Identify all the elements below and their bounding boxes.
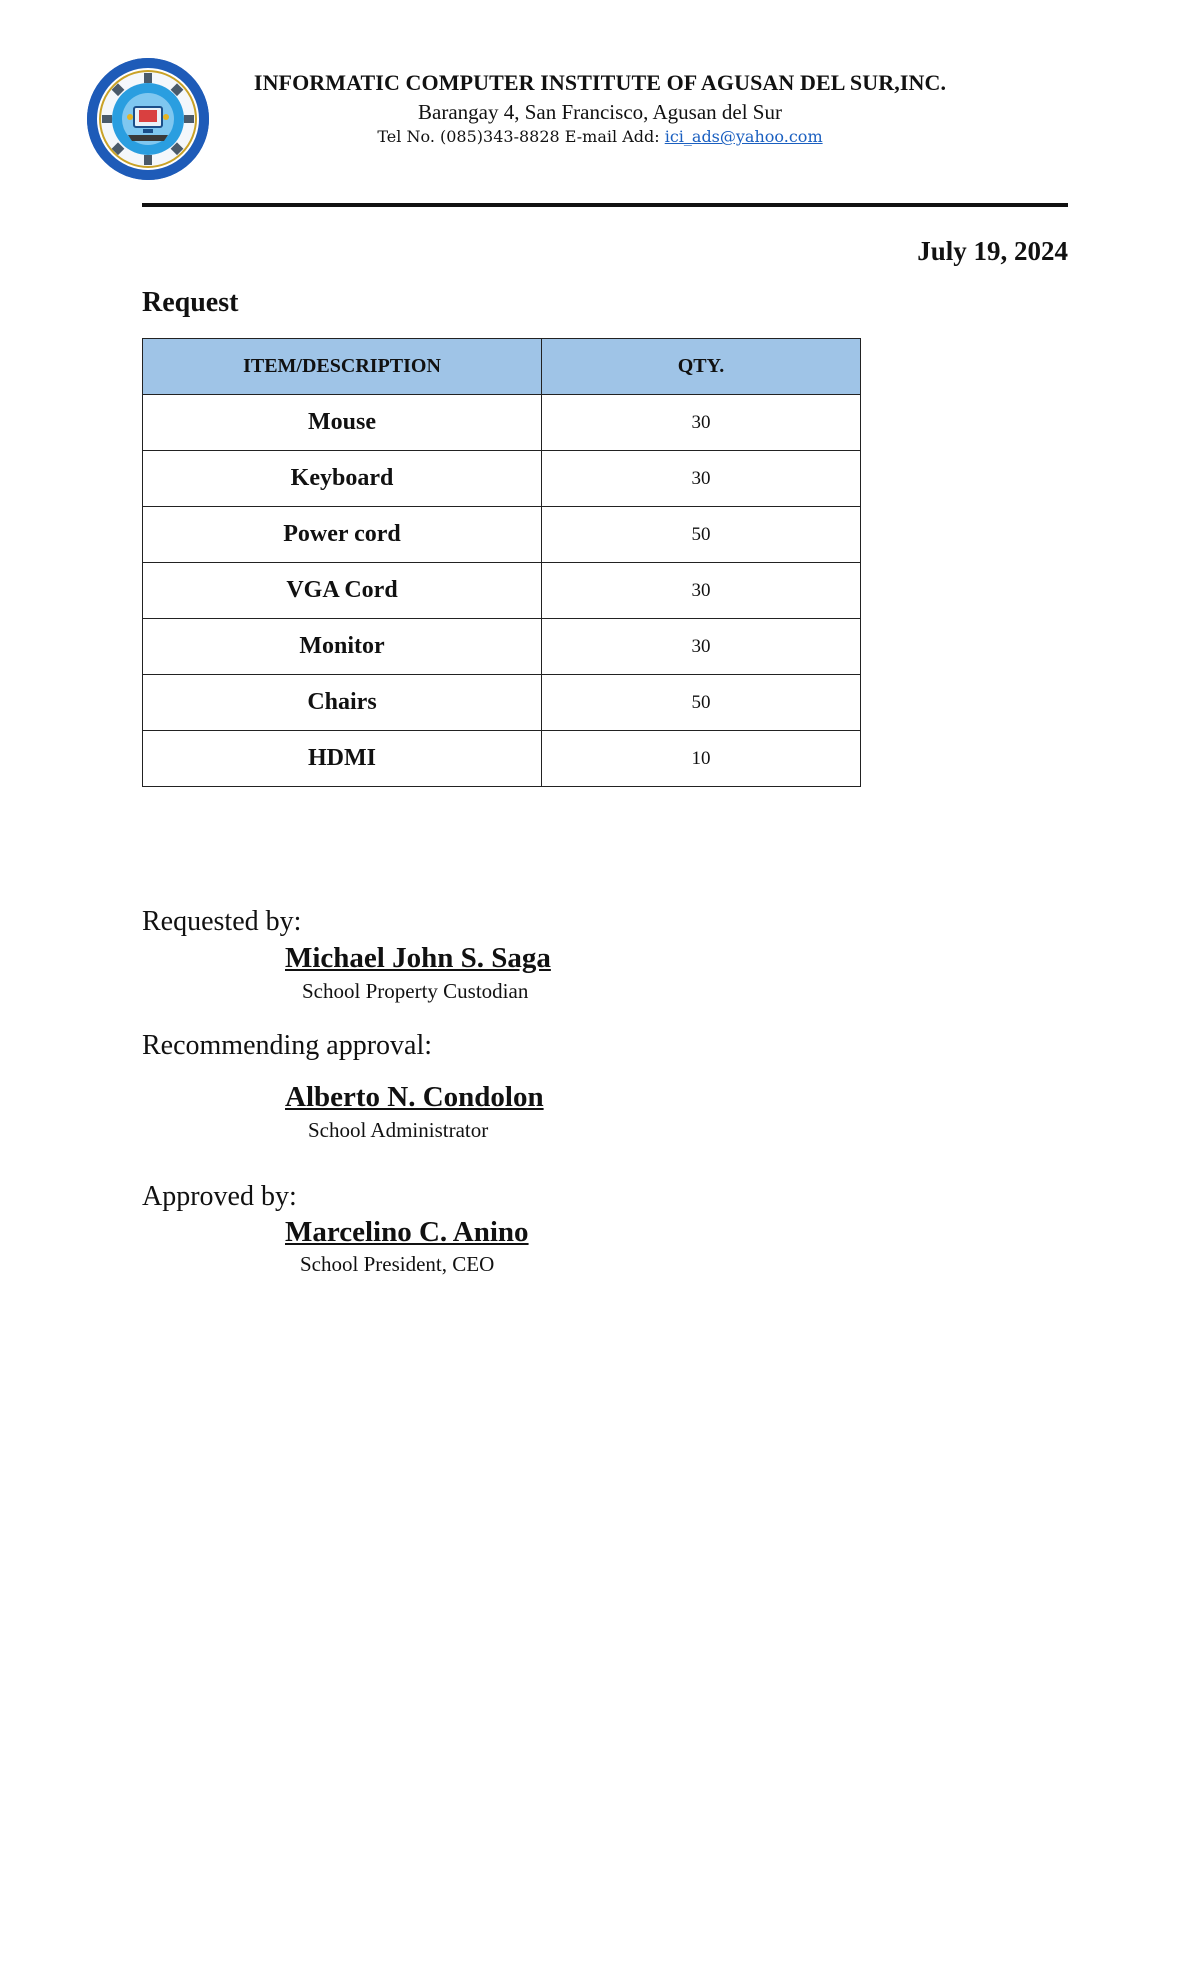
- organization-name: INFORMATIC COMPUTER INSTITUTE OF AGUSAN DEL SUR,INC.: [253, 70, 947, 95]
- table-row: [143, 395, 861, 451]
- item-cell: Keyboard: [143, 451, 542, 507]
- item-cell: Chairs: [143, 675, 542, 731]
- recommending-approval-title: School Administrator: [308, 1118, 489, 1142]
- qty-cell: 50: [542, 675, 861, 731]
- table-row: [143, 451, 861, 507]
- table-row: [143, 619, 861, 675]
- qty-cell: 30: [542, 563, 861, 619]
- request-table: [142, 338, 861, 787]
- approved-by-label: Approved by:: [142, 1181, 297, 1212]
- item-cell: Power cord: [143, 507, 542, 563]
- column-header-qty: QTY.: [542, 339, 861, 395]
- recommending-approval-name: Alberto N. Condolon: [285, 1081, 544, 1113]
- institute-logo: [86, 57, 210, 181]
- item-cell: VGA Cord: [143, 563, 542, 619]
- qty-cell: 50: [542, 507, 861, 563]
- item-cell: HDMI: [143, 731, 542, 787]
- document-date: July 19, 2024: [917, 236, 1068, 266]
- column-header-item: ITEM/DESCRIPTION: [143, 339, 542, 395]
- qty-cell: 30: [542, 451, 861, 507]
- header-divider: [142, 203, 1068, 207]
- requested-by-title: School Property Custodian: [302, 979, 529, 1003]
- email-link[interactable]: ici_ads@yahoo.com: [664, 127, 823, 146]
- recommending-approval-label: Recommending approval:: [142, 1030, 433, 1061]
- approved-by-title: School President, CEO: [300, 1252, 495, 1276]
- qty-cell: 30: [542, 395, 861, 451]
- table-row: [143, 507, 861, 563]
- qty-cell: 30: [542, 619, 861, 675]
- requested-by-label: Requested by:: [142, 906, 302, 937]
- organization-address: Barangay 4, San Francisco, Agusan del Sur: [418, 100, 782, 124]
- table-row: [143, 731, 861, 787]
- item-cell: Mouse: [143, 395, 542, 451]
- table-row: [143, 675, 861, 731]
- requested-by-name: Michael John S. Saga: [285, 942, 551, 974]
- qty-cell: 10: [542, 731, 861, 787]
- item-cell: Monitor: [143, 619, 542, 675]
- contact-prefix: Tel No. (085)343-8828 E-mail Add:: [377, 127, 665, 146]
- table-row: [143, 563, 861, 619]
- approved-by-name: Marcelino C. Anino: [285, 1216, 529, 1248]
- organization-contact: [200, 127, 1000, 146]
- table-header-row: [143, 339, 861, 395]
- request-heading: Request: [142, 287, 239, 318]
